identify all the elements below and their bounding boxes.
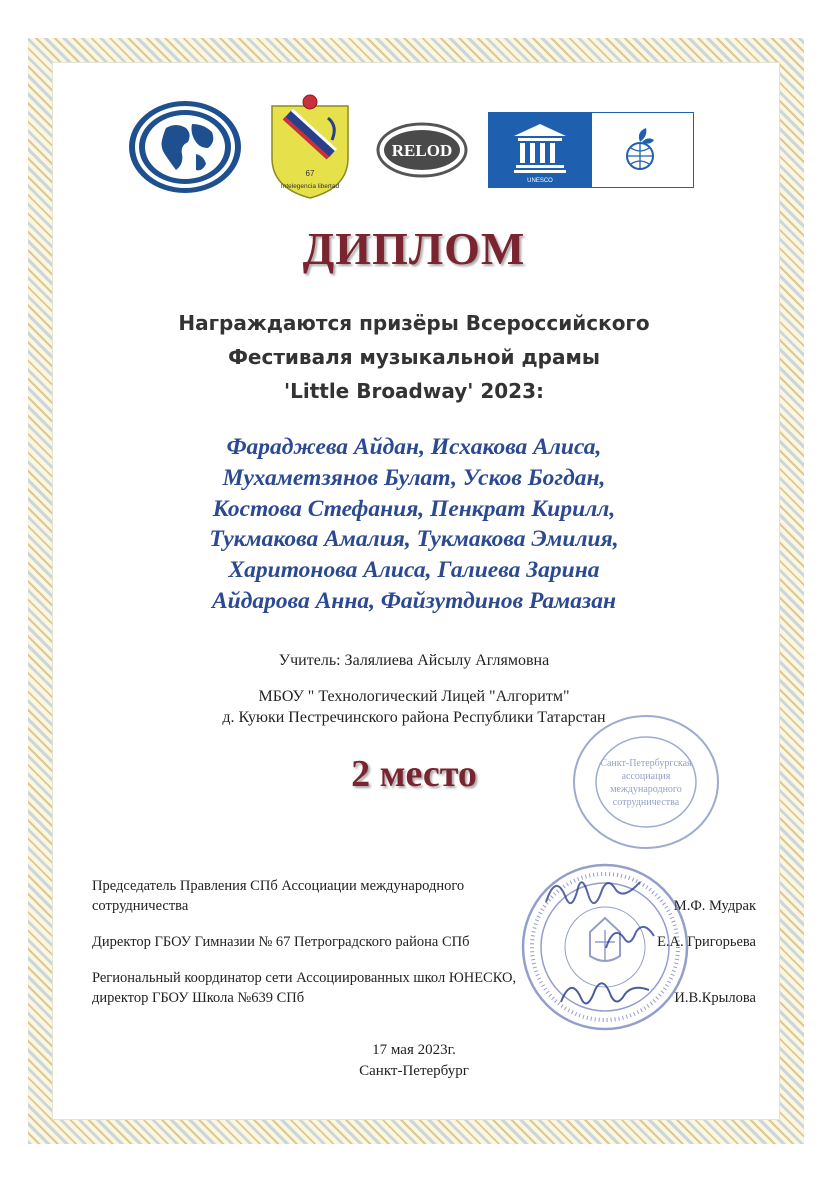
signature-row-chairman	[92, 876, 756, 918]
relod-text: RELOD	[391, 141, 453, 160]
stamp-line: международного	[610, 784, 682, 795]
crest-number: 67	[305, 169, 315, 178]
signatory-position	[92, 968, 516, 1008]
winners-line: Тукмакова Амалия, Тукмакова Эмилия,	[209, 526, 619, 553]
award-description	[0, 306, 828, 408]
issue-city: Санкт-Петербург	[359, 1063, 469, 1079]
signatory-position	[92, 932, 469, 952]
relod-logo	[376, 122, 468, 178]
position-line: Региональный координатор сети Ассоциированных школ ЮНЕСКО,	[92, 970, 517, 986]
winners-line: Харитонова Алиса, Галиева Зарина	[228, 557, 600, 584]
crest-motto: Intelegencia libertad	[280, 183, 340, 190]
unesco-logo	[488, 112, 694, 188]
school-name: МБОУ " Технологический Лицей "Алгоритм"	[258, 688, 570, 705]
issue-date: 17 мая 2023г.	[372, 1042, 456, 1058]
winners-line: Айдарова Анна, Файзутдинов Рамазан	[211, 587, 616, 614]
position-line: Председатель Правления СПб Ассоциации международного	[92, 878, 465, 894]
unesco-text: UNESCO	[527, 178, 553, 184]
signatory-position	[92, 876, 464, 916]
school-location: д. Куюки Пестречинского района Республики Татарстан	[222, 709, 606, 726]
award-line: 'Little Broadway' 2023:	[283, 379, 545, 403]
stamp-line: сотрудничества	[612, 797, 680, 808]
award-line: Фестиваля музыкальной драмы	[228, 345, 600, 369]
position-line: директор ГБОУ Школа №639 СПб	[92, 990, 305, 1006]
date-place	[0, 1040, 828, 1082]
position-line: сотрудничества	[92, 898, 189, 914]
position-line: Директор ГБОУ Гимназии № 67 Петроградского района СПб	[92, 934, 470, 950]
stamp-line: ассоциация	[621, 771, 671, 782]
logos-row	[120, 92, 700, 202]
signatory-name: И.В.Крылова	[674, 990, 756, 1006]
gymnasium-67-crest-logo	[268, 92, 352, 200]
winners-line: Костова Стефания, Пенкрат Кирилл,	[212, 495, 616, 522]
teacher-name: Учитель: Залялиева Айсылу Аглямовна	[278, 652, 550, 669]
diploma-title: ДИПЛОМ	[302, 223, 526, 274]
globe-emblem-logo	[126, 98, 244, 196]
place-award: 2 место	[351, 753, 477, 795]
signatory-name: Е.А. Григорьева	[657, 934, 756, 950]
winners-list	[0, 432, 828, 617]
winners-line: Фараджева Айдан, Исхакова Алиса,	[226, 434, 602, 460]
winners-line: Мухаметзянов Булат, Усков Богдан,	[222, 464, 606, 491]
award-line: Награждаются призёры Всероссийского	[178, 311, 650, 335]
signatory-name: М.Ф. Мудрак	[673, 898, 756, 914]
stamp-line: Санкт-Петербургская	[600, 758, 692, 769]
signature-row-director	[92, 932, 756, 954]
signature-row-coordinator	[92, 968, 756, 1010]
